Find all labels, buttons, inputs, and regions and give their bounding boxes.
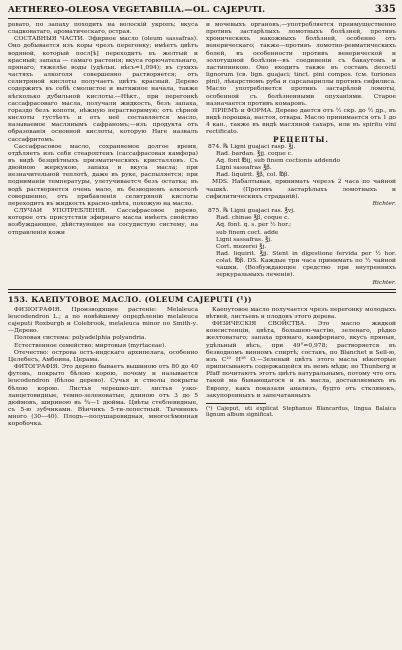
footnote-rule: [206, 403, 266, 404]
section-divider: [8, 289, 396, 293]
paragraph-phytography: ФИТОГРАФІЯ. Это дерево бываетъ вышиною отъ 80 до 40 футовъ, покрыто бѣлою корою, почему и называется leucodendron (бѣлое дерево). Сучья и стволы покрыты бѣлою корою. Листья черешко-шт. листья узко-ланцетовидные, темно-зеленоватые, длиною отъ 3 до 5 дюймовъ, шириною въ ¾—1 дюйма. Цвѣты стеблевидные, съ 5-ю зубчиками. Вѣнчикъ 5-ти-лепестный. Тычинокъ много (30—40). Плодъ—полушаровидная, многосѣмянная коробочка.: [8, 363, 198, 428]
paragraph-stearoptene: Сассафрасовое масло, сохраняемое долгое время, отдѣляетъ изъ себя стеароптенъ (сассафрасовая камфора) въ видѣ безцвѣтныхъ призматическихъ кристалловъ. Съ двойною жеркукою, запаха и вкуса масла; при незначительной теплотѣ, даже въ руке, распыляется; при подниманіи температуры, улетучиваетсч безъ остатка; въ водѣ растворяется очень мало, въ безводномъ алкоголѣ совершенно, отъ прибавленія селитряной кислоты переходитъ въ жидкость красно-цвѣта, похожую на масло.: [8, 142, 198, 207]
recipe-874: [206, 143, 396, 207]
recipe-line: 875. ℞ Ligni guajaci ras. ℥vj.: [208, 207, 295, 215]
recipe-line: sub finem coct. adde: [216, 228, 279, 236]
paragraph-dosage: ПРІЕМЪ и ФОРМА. Дерево дается отъ ½ скр. до ½ др., въ видѣ порошка, настоя, отвара. Масло принимается отъ 1 до 4 кап., также въ видѣ масляной сахаръ, или въ spiritu vini rectificato.: [206, 106, 396, 136]
paragraph-obtaining: Каепутовое масло получается чрезъ перегонку молодыхъ вѣтвей, листьевъ и плодовъ этого дерева.: [206, 305, 396, 320]
paragraph-uses: СЛУЧАИ УПОТРЕБЛЕНІЯ. Сассафрасовое дерево, которое отъ присутствія эфирнаго масла имѣетъ свойство возбуждающее, дѣйствующее на сосудистую систему, на отправленія кожи: [8, 207, 198, 236]
running-head-title: AETHEREO-OLEOSA VEGETABILIA.—OL. CAJEPUTI.: [8, 5, 266, 15]
recipe-line: Ligni sassafras. ℥j.: [216, 235, 273, 243]
book-page: [8, 4, 396, 646]
paragraph-sexual-system: Половая система: polyadelphia polyandria.: [14, 334, 147, 342]
upper-left-column: [8, 21, 198, 286]
recipe-875: [206, 207, 396, 286]
lower-columns: [8, 306, 396, 428]
recipe-line: Cort. mezerei ℥j.: [216, 242, 267, 250]
recipe-line: Rad. bardan. ℥jj. coque c.: [216, 149, 293, 157]
footnote: (¹) Cajeput, uti explicat Stephanus Blancardus, lingua Balaica lignum album significat.: [206, 405, 396, 419]
recipe-line: 874. ℞ Ligni guajaci rasp. ℥j.: [208, 142, 296, 150]
recipe-line: Rad. chinae ℥β, coque c.: [216, 214, 290, 222]
recipe-line: Aq. font ℔ij, sub finem coctionis addendo: [216, 156, 341, 164]
section-title: 153. КАЕПУТОВОЕ МАСЛО. (OLEUM CAJEPUTI (¹)): [8, 294, 252, 304]
running-header: [8, 4, 396, 19]
paragraph-physiography: ФИЗІОГРАФІЯ. Производящее растеніе: Melaleuca leucodendron L.; а по новѣйшему опредѣленію melaleuca cajeputi Roxburgh и Colebrook, melaleuca minor по Smith-у.—Дерево.: [8, 305, 198, 335]
recipe-line: Ligni sassafras ℥β.: [216, 164, 272, 172]
paragraph-uses-cont: и мочевыхъ органовъ,—употребляется преимущественно противъ застарѣлыхъ ломотныхъ болѣзней, противъ хроническихъ накожныхъ болѣзней, особенно отъ венерическаго; также—противъ ломотно-ревматическихъ болей, въ особенности противъ венерической и золотушной болѣзни—въ соединеніи съ бакаутомъ и ластипинкою. Оно входитъ также въ составъ decocti lignorum (св. lign. guajaci; tinct. pini compos. (см. turiones pini), лѣкарствомъ руба и сарсапариллы противъ сифилиса. Масло употребляется противъ застарѣлой ломоты, особенной съ болѣзненными опуханіями. Старое назначается противъ комаровъ.: [206, 21, 396, 107]
recipe-line: Rad. liquirit. ℥β, col. ℔β.: [216, 171, 290, 179]
recipe-author: Richter.: [372, 278, 396, 286]
recipes-heading: РЕЦЕПТЫ.: [273, 134, 329, 144]
page-number: 335: [374, 4, 396, 15]
upper-right-column: [206, 21, 396, 286]
lower-right-column: [206, 306, 396, 428]
paragraph-homeland: Отечество: острова остъ-индскаго архипелага, особенно Целебесъ, Амбоина, Церама.: [8, 348, 198, 363]
upper-columns: [8, 21, 396, 286]
recipe-line: Aq. font. q. s. per ½ hor.;: [216, 221, 292, 229]
recipe-instructions: MDS. Набалтывая, принимать черезъ 2 часа по чайной чашкѣ. (Противъ застарѣлыхъ ломотныхъ и сифилитическихъ страданій).: [206, 178, 396, 200]
paragraph-physical-properties: ФИЗИЧЕСКІЯ СВОЙСТВА. Это масло жидкой консистенціи, цвѣта, большею-частію, зеленаго, рѣдко желтоватаго; запаха прямаго, камфорнаго, вкусъ пряныя, удѣльный вѣсъ, при 49°=0,978; растворяется въ безводномъ винномъ спиртѣ; составъ, по Blanchet и Sell-ю, изъ C¹⁰ H¹⁸ O.—Зеленый цвѣтъ этого масла нѣкоторые приписываютъ содержащейся въ немъ мѣди; но Thunberg и Pfaff почитаютъ этотъ цвѣтъ натуральнымъ, потому что отъ такой ма бывающагося и въ масла, доставляемыхъ въ Европу, какъ показали анализъ, будто отъ стклянокъ, закупоренныхъ и запечатанныхъ: [206, 320, 396, 399]
paragraph: ровато, по запаху походить на волоскій укропъ; вкуса сладковатаго, ароматическаго, острая.: [8, 21, 198, 36]
lower-left-column: [8, 306, 198, 428]
paragraph-family: Естественное семейство: миртовыя (myrtaceae).: [14, 341, 167, 349]
paragraph-composition: СОСТАВНЫЯ ЧАСТИ. Эфирное масло (oleum sassafras). Оно добывается изъ коры чрезъ перегонку; имѣетъ цвѣтъ водяной, который посл[ѣ] переходитъ въ желтый и красный; запаха — самаго растенія; вкуса горючательнаго, прянаго, тяжелѣе воды (удѣльн. вѣсъ=1,094); въ сухихъ частяхъ алкоголя совершенно растворяется; отъ селитряной кислоты получаетъ цвѣтъ красный. Дерево содержитъ въ себѣ смолистое и вытяжное начала, также нѣсколько дубильной кислоты.—Нѣкт., при перегонкѣ сассафрасоваго масла, получали жидкость, безъ запаха, гораздо безъ копоти, нѣжную нерастворимую; отъ сѣрной кислоты густѣетъ и отъ неё составляется масло, называемое маслянымъ сафраномъ;—изъ продукта отъ образованія основной кислоты, которую Наге назвалъ сассафритомъ.: [8, 35, 198, 143]
recipe-instructions: Rad. liquirit. ℥jj. Stent in digestione fervida per ½ hor. colat. ℔β. DS. Каждые три часа принимать по ½ чайной чашки. (Возбуждающее средство при внутреннихъ зеркуральныхъ леченія).: [216, 250, 396, 279]
recipe-author: Richter.: [372, 199, 396, 207]
